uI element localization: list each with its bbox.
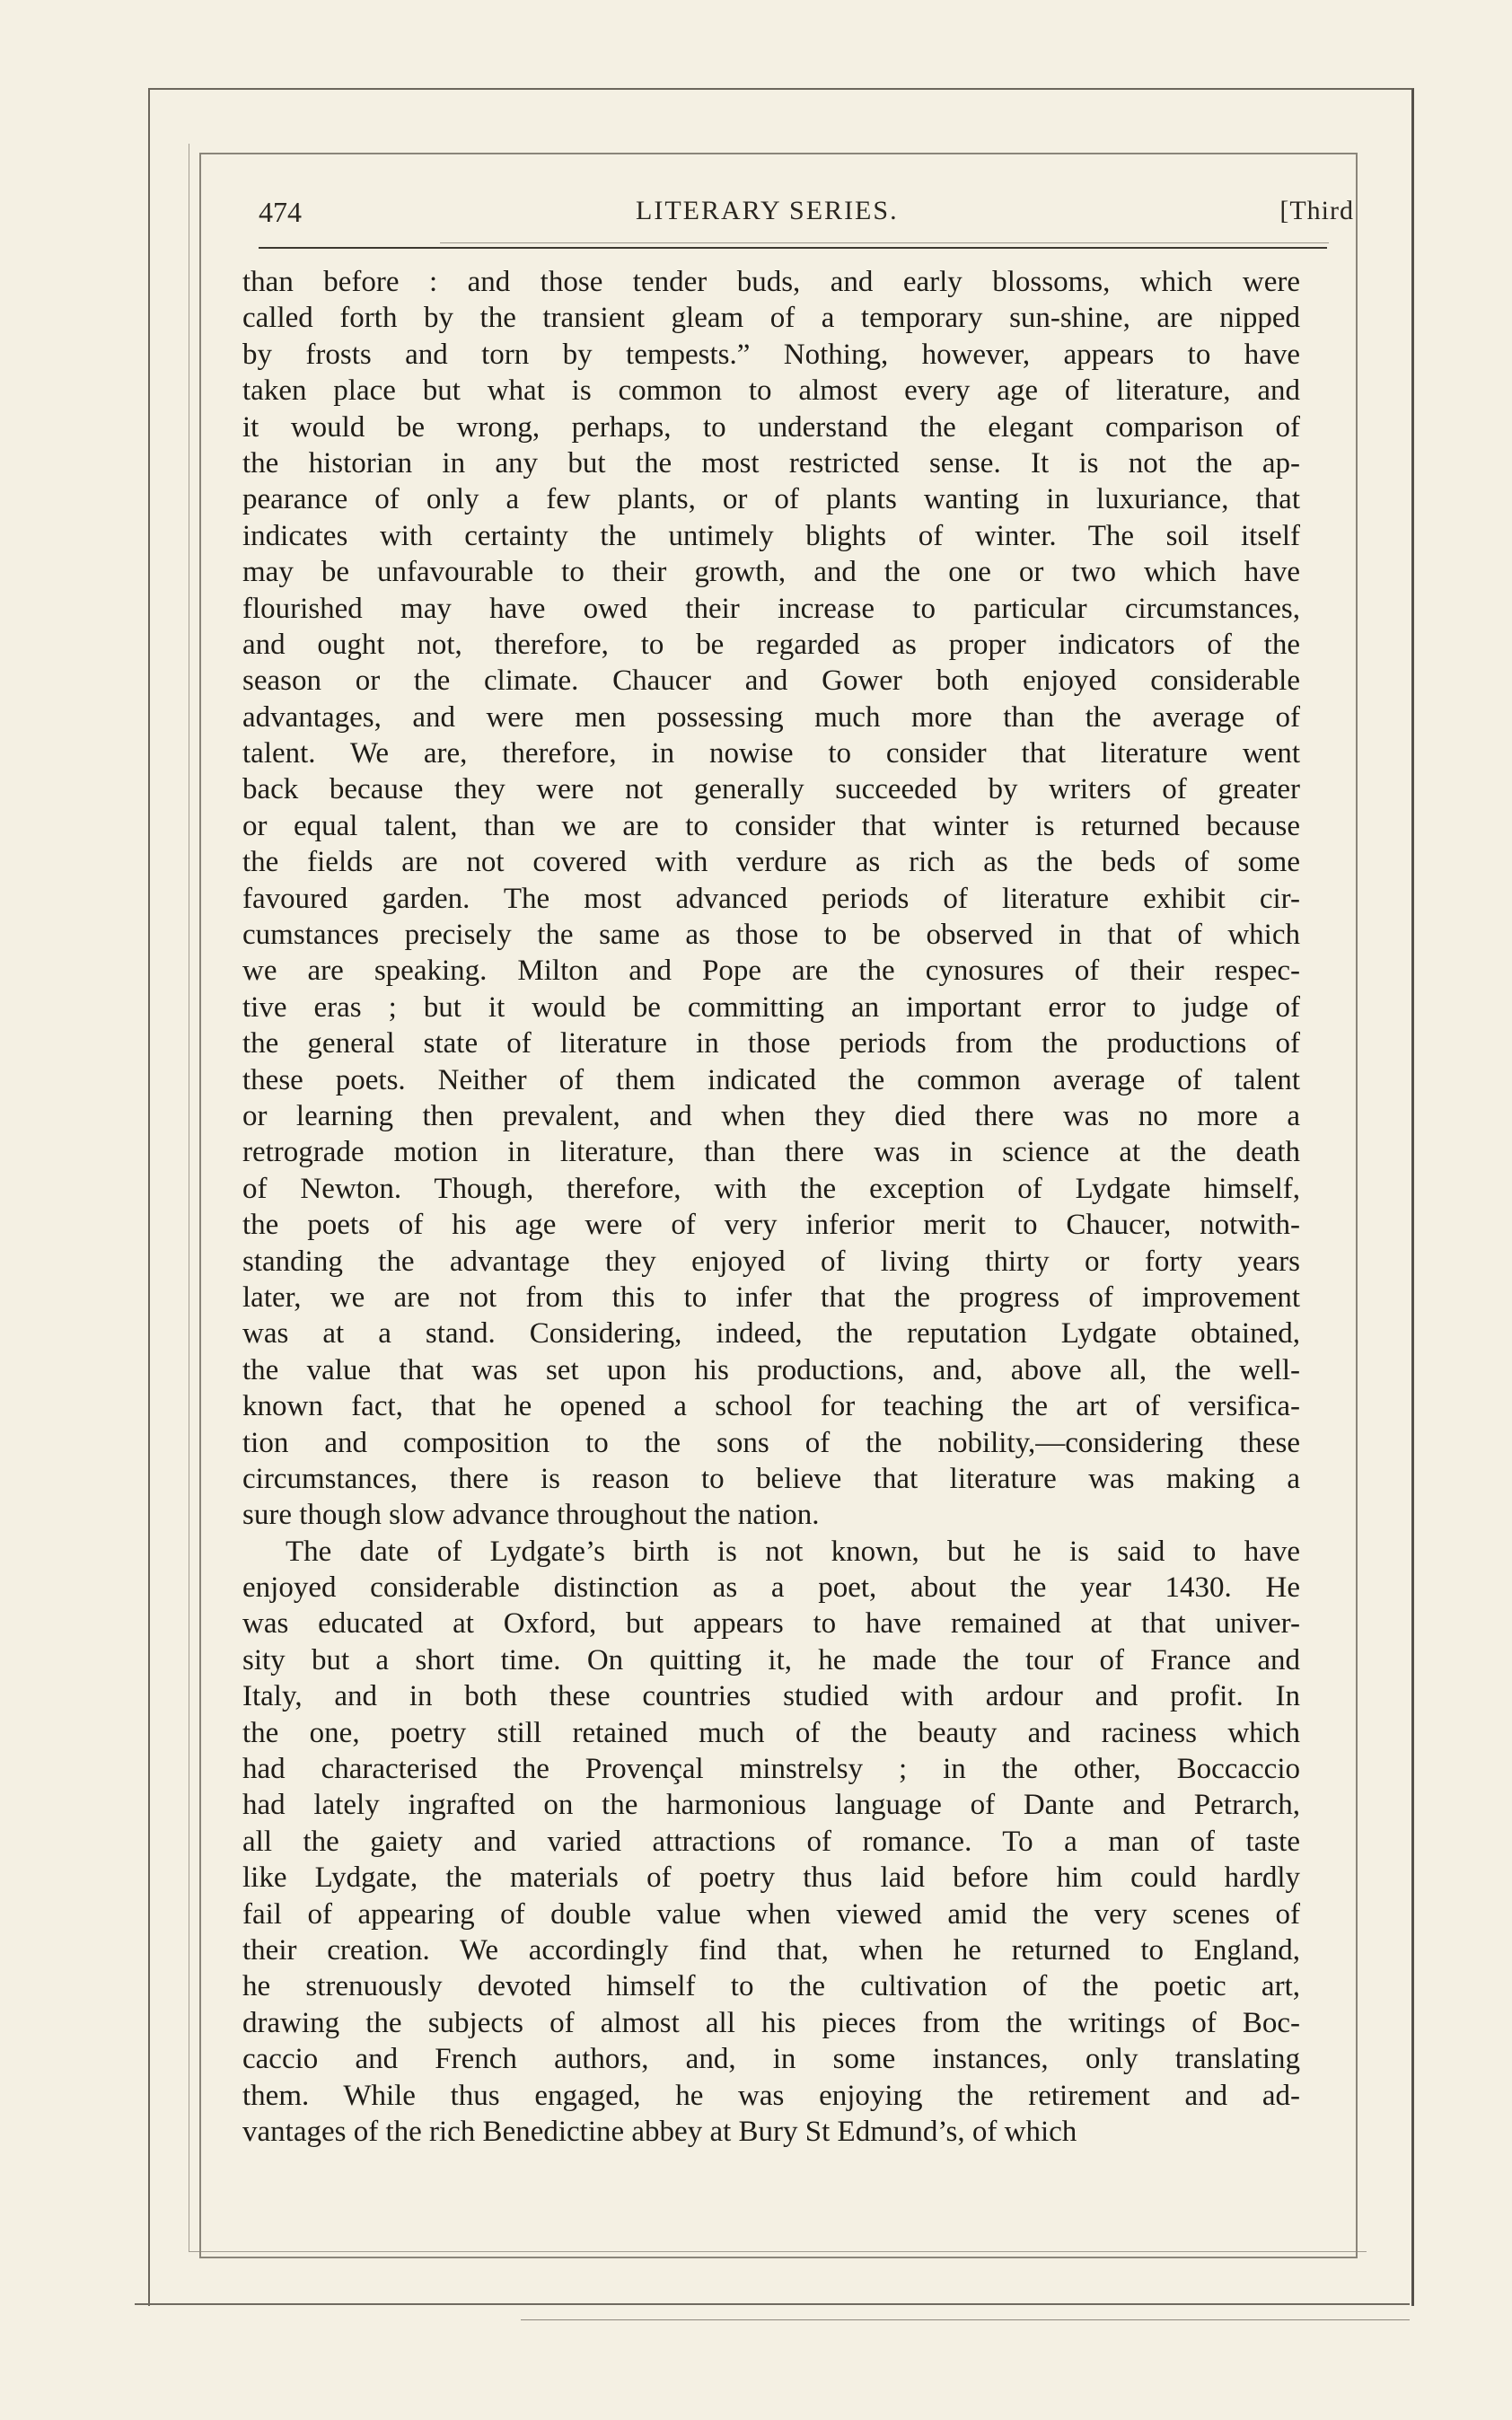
text-line: cumstances precisely the same as those to be observed in that of which [242, 919, 1300, 952]
text-line: the value that was set upon his productions, and, above all, the well- [242, 1353, 1300, 1386]
text-line: or equal talent, than we are to consider that winter is returned because [242, 809, 1300, 842]
text-line: like Lydgate, the materials of poetry thus laid before him could hardly [242, 1861, 1300, 1895]
text-line: advantages, and were men possessing much more than the average of [242, 700, 1300, 734]
text-line: was educated at Oxford, but appears to have remained at that univer- [242, 1607, 1300, 1641]
bottom-edge-rule [135, 2303, 1410, 2305]
text-line: sity but a short time. On quitting it, he made the tour of France and [242, 1643, 1300, 1676]
text-line: and ought not, therefore, to be regarded as proper indicators of the [242, 628, 1300, 661]
text-line: retrograde motion in literature, than there was in science at the death [242, 1136, 1300, 1169]
text-line: the general state of literature in those periods from the productions of [242, 1027, 1300, 1060]
text-line: drawing the subjects of almost all his pieces from the writings of Boc- [242, 2006, 1300, 2039]
text-line: later, we are not from this to infer that the progress of improvement [242, 1280, 1300, 1314]
text-line: back because they were not generally succeeded by writers of greater [242, 773, 1300, 806]
header-rule [259, 247, 1327, 249]
text-line: favoured garden. The most advanced periods of literature exhibit cir- [242, 882, 1300, 915]
text-line: standing the advantage they enjoyed of living thirty or forty years [242, 1245, 1300, 1278]
text-line: we are speaking. Milton and Pope are the cynosures of their respec- [242, 955, 1300, 988]
text-line: was at a stand. Considering, indeed, the reputation Lydgate obtained, [242, 1317, 1300, 1351]
text-line: had lately ingrafted on the harmonious language of Dante and Petrarch, [242, 1789, 1300, 1822]
page-number: 474 [259, 196, 302, 228]
text-line: their creation. We accordingly find that, when he returned to England, [242, 1933, 1300, 1967]
body-text [242, 264, 1300, 2150]
text-line: caccio and French authors, and, in some instances, only translating [242, 2043, 1300, 2076]
text-line: flourished may have owed their increase to particular circumstances, [242, 592, 1300, 625]
text-line: fail of appearing of double value when viewed amid the very scenes of [242, 1897, 1300, 1931]
bottom-edge-rule-faint [521, 2319, 1410, 2320]
text-line: of Newton. Though, therefore, with the exception of Lydgate himself, [242, 1172, 1300, 1205]
text-line: taken place but what is common to almost every age of literature, and [242, 374, 1300, 408]
text-line: them. While thus engaged, he was enjoying the retirement and ad- [242, 2079, 1300, 2112]
text-line: the poets of his age were of very inferior merit to Chaucer, notwith- [242, 1209, 1300, 1242]
text-line: talent. We are, therefore, in nowise to consider that literature went [242, 737, 1300, 770]
text-line: The date of Lydgate’s birth is not known, but he is said to have [286, 1535, 1300, 1568]
text-line: than before : and those tender buds, and early blossoms, which were [242, 266, 1300, 298]
text-line: tive eras ; but it would be committing an important error to judge of [242, 990, 1300, 1024]
text-line: indicates with certainty the untimely blights of winter. The soil itself [242, 519, 1300, 552]
text-line: or learning then prevalent, and when they died there was no more a [242, 1099, 1300, 1132]
text-line: the fields are not covered with verdure as rich as the beds of some [242, 846, 1300, 879]
text-line: season or the climate. Chaucer and Gower both enjoyed considerable [242, 664, 1300, 698]
text-line: he strenuously devoted himself to the cultivation of the poetic art, [242, 1970, 1300, 2003]
text-line: it would be wrong, perhaps, to understand the elegant comparison of [242, 410, 1300, 444]
text-line: circumstances, there is reason to believe that literature was making a [242, 1462, 1300, 1495]
running-header [259, 196, 1354, 241]
running-title: LITERARY SERIES. [636, 196, 899, 225]
text-line: vantages of the rich Benedictine abbey at Bury St Edmund’s, of which [242, 2115, 1077, 2148]
text-line: known fact, that he opened a school for teaching the art of versifica- [242, 1390, 1300, 1423]
text-line: may be unfavourable to their growth, and the one or two which have [242, 556, 1300, 589]
text-line: called forth by the transient gleam of a temporary sun-shine, are nipped [242, 302, 1300, 335]
text-line: pearance of only a few plants, or of plants wanting in luxuriance, that [242, 483, 1300, 516]
text-line: these poets. Neither of them indicated the common average of talent [242, 1063, 1300, 1096]
header-rule-faint [440, 242, 1329, 243]
text-line: all the gaiety and varied attractions of romance. To a man of taste [242, 1825, 1300, 1858]
text-line: the one, poetry still retained much of the beauty and raciness which [242, 1716, 1300, 1749]
text-line: tion and composition to the sons of the nobility,—considering these [242, 1426, 1300, 1459]
section-mark: [Third [1279, 196, 1354, 225]
text-line: enjoyed considerable distinction as a poet, about the year 1430. He [242, 1571, 1300, 1605]
text-line: Italy, and in both these countries studied with ardour and profit. In [242, 1680, 1300, 1713]
text-line: sure though slow advance throughout the nation. [242, 1499, 820, 1532]
text-line: had characterised the Provençal minstrelsy ; in the other, Boccaccio [242, 1753, 1300, 1786]
text-line: the historian in any but the most restricted sense. It is not the ap- [242, 446, 1300, 480]
text-line: by frosts and torn by tempests.” Nothing, however, appears to have [242, 338, 1300, 371]
